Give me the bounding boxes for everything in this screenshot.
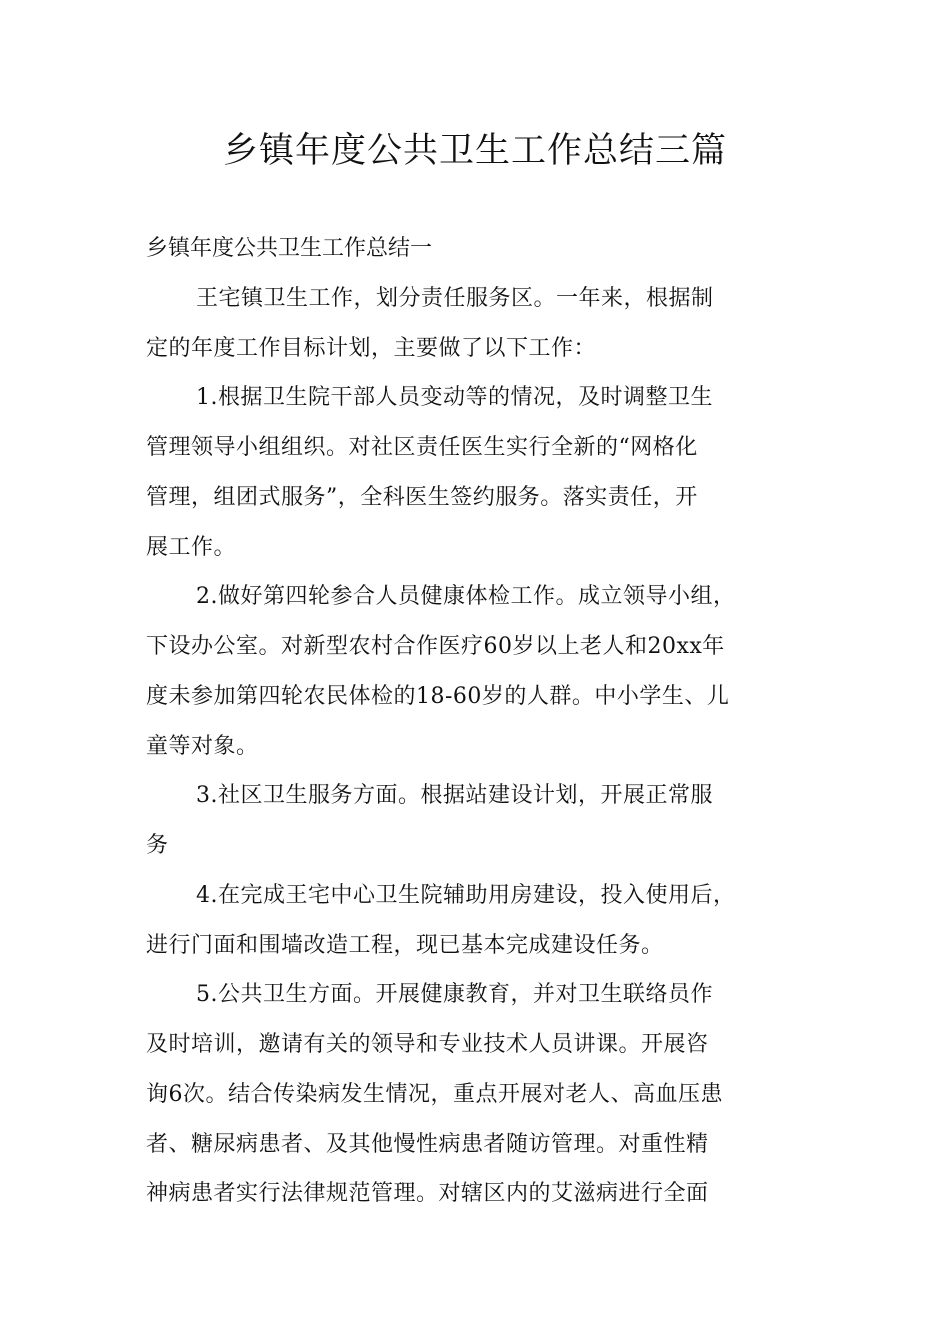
paragraph-line: 4.在完成王宅中心卫生院辅助用房建设，投入使用后， — [196, 883, 736, 908]
paragraph-line: 管理领导小组组织。对社区责任医生实行全新的“网格化 — [146, 435, 698, 460]
paragraph-line: 管理，组团式服务”，全科医生签约服务。落实责任，开 — [146, 485, 698, 510]
paragraph-line: 王宅镇卫生工作，划分责任服务区。一年来，根据制 — [196, 286, 714, 311]
paragraph-line: 童等对象。 — [146, 734, 259, 759]
paragraph-line: 务 — [146, 833, 169, 858]
paragraph-line: 及时培训，邀请有关的领导和专业技术人员讲课。开展咨 — [146, 1032, 709, 1057]
paragraph-line: 1.根据卫生院干部人员变动等的情况，及时调整卫生 — [196, 385, 713, 410]
paragraph-line: 展工作。 — [146, 535, 237, 560]
paragraph-line: 5.公共卫生方面。开展健康教育，并对卫生联络员作 — [196, 982, 713, 1007]
document-title: 乡镇年度公共卫生工作总结三篇 — [222, 131, 727, 171]
paragraph-line: 2.做好第四轮参合人员健康体检工作。成立领导小组， — [196, 584, 736, 609]
paragraph-line: 者、糖尿病患者、及其他慢性病患者随访管理。对重性精 — [146, 1132, 709, 1157]
paragraph-line: 定的年度工作目标计划，主要做了以下工作： — [146, 336, 597, 361]
section-heading: 乡镇年度公共卫生工作总结一 — [146, 236, 433, 261]
paragraph-line: 神病患者实行法律规范管理。对辖区内的艾滋病进行全面 — [146, 1181, 709, 1206]
paragraph-line: 下设办公室。对新型农村合作医疗60岁以上老人和20xx年 — [146, 634, 725, 659]
paragraph-line: 3.社区卫生服务方面。根据站建设计划，开展正常服 — [196, 783, 713, 808]
paragraph-line: 进行门面和围墙改造工程，现已基本完成建设任务。 — [146, 933, 664, 958]
paragraph-line: 度未参加第四轮农民体检的18-60岁的人群。中小学生、儿 — [146, 684, 730, 709]
paragraph-line: 询6次。结合传染病发生情况，重点开展对老人、高血压患 — [146, 1082, 723, 1107]
